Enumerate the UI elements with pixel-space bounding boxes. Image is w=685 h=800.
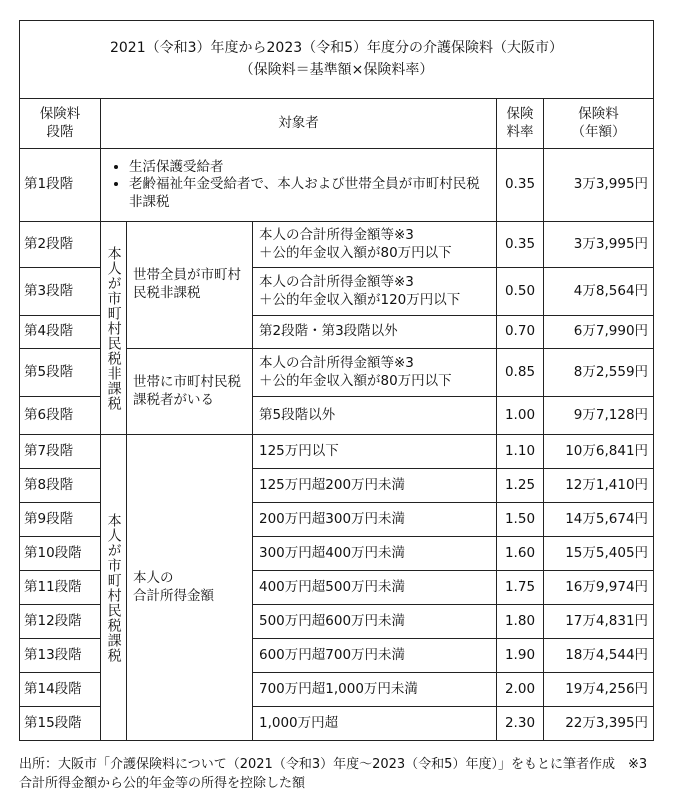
table-row xyxy=(20,149,654,222)
group-income-total: 本人の 合計所得金額 xyxy=(127,435,253,741)
stage-cell: 第1段階 xyxy=(20,149,101,222)
target-cell xyxy=(101,149,497,222)
title-line-2: （保険料＝基準額×保険料率） xyxy=(239,61,434,78)
fee-cell: 19万4,256円 xyxy=(544,673,654,707)
source-text: 出所：大阪市「介護保険料について（2021（令和3）年度〜2023（令和5）年度）」をもとに筆者作成 xyxy=(19,757,615,772)
group-household-exempt: 世帯全員が市町村民税非課税 xyxy=(127,222,253,349)
stage-cell: 第10段階 xyxy=(20,537,101,571)
bullet-item: • 老齢福祉年金受給者で、本人および世帯全員が市町村民税非課税 xyxy=(129,176,490,211)
stage-cell: 第4段階 xyxy=(20,316,101,349)
fee-cell: 16万9,974円 xyxy=(544,571,654,605)
title-line-1: 2021（令和3）年度から2023（令和5）年度分の介護保険料（大阪市） xyxy=(109,39,564,56)
rate-cell: 0.85 xyxy=(497,349,544,397)
fee-cell: 4万8,564円 xyxy=(544,268,654,316)
rate-cell: 1.25 xyxy=(497,469,544,503)
fee-cell: 8万2,559円 xyxy=(544,349,654,397)
fee-cell: 17万4,831円 xyxy=(544,605,654,639)
stage-cell: 第15段階 xyxy=(20,707,101,741)
rate-cell: 1.10 xyxy=(497,435,544,469)
condition-cell: 600万円超700万円未満 xyxy=(253,639,497,673)
stage-cell: 第3段階 xyxy=(20,268,101,316)
rate-cell: 1.80 xyxy=(497,605,544,639)
header-fee: 保険料 （年額） xyxy=(544,99,654,149)
stage-cell: 第11段階 xyxy=(20,571,101,605)
rate-cell: 0.50 xyxy=(497,268,544,316)
bullet-item: • 生活保護受給者 xyxy=(129,159,490,177)
condition-cell: 第5段階以外 xyxy=(253,397,497,435)
rate-cell: 2.00 xyxy=(497,673,544,707)
group-exempt-person: 本人が市町村民税非課税 xyxy=(101,222,127,435)
group-household-taxed: 世帯に市町村民税課税者がいる xyxy=(127,349,253,435)
condition-cell: 本人の合計所得金額等※3 ＋公的年金収入額が120万円以下 xyxy=(253,268,497,316)
source-note xyxy=(19,756,669,794)
fee-cell: 9万7,128円 xyxy=(544,397,654,435)
fee-cell: 6万7,990円 xyxy=(544,316,654,349)
rate-cell: 0.35 xyxy=(497,222,544,268)
condition-cell: 第2段階・第3段階以外 xyxy=(253,316,497,349)
header-rate: 保険 料率 xyxy=(497,99,544,149)
fee-cell: 15万5,405円 xyxy=(544,537,654,571)
header-target: 対象者 xyxy=(101,99,497,149)
fee-cell: 3万3,995円 xyxy=(544,149,654,222)
stage-cell: 第8段階 xyxy=(20,469,101,503)
condition-cell: 500万円超600万円未満 xyxy=(253,605,497,639)
rate-cell: 2.30 xyxy=(497,707,544,741)
group-taxed-person: 本人が市町村民税課税 xyxy=(101,435,127,741)
rate-cell: 1.90 xyxy=(497,639,544,673)
stage-cell: 第2段階 xyxy=(20,222,101,268)
fee-cell: 18万4,544円 xyxy=(544,639,654,673)
stage-cell: 第14段階 xyxy=(20,673,101,707)
condition-cell: 本人の合計所得金額等※3 ＋公的年金収入額が80万円以下 xyxy=(253,349,497,397)
table-title xyxy=(20,21,654,99)
rate-cell: 1.50 xyxy=(497,503,544,537)
condition-cell: 400万円超500万円未満 xyxy=(253,571,497,605)
footnote-text: ※3 合計所得金額から公的年金等の所得を控除した額 xyxy=(19,757,661,791)
fee-cell: 12万1,410円 xyxy=(544,469,654,503)
stage-cell: 第6段階 xyxy=(20,397,101,435)
fee-cell: 14万5,674円 xyxy=(544,503,654,537)
rate-cell: 0.35 xyxy=(497,149,544,222)
stage-cell: 第12段階 xyxy=(20,605,101,639)
rate-cell: 1.00 xyxy=(497,397,544,435)
condition-cell: 125万円以下 xyxy=(253,435,497,469)
header-stage: 保険料 段階 xyxy=(20,99,101,149)
stage-cell: 第9段階 xyxy=(20,503,101,537)
premium-table-container xyxy=(19,20,653,741)
premium-table xyxy=(19,20,654,741)
condition-cell: 300万円超400万円未満 xyxy=(253,537,497,571)
table-row xyxy=(20,222,654,268)
fee-cell: 10万6,841円 xyxy=(544,435,654,469)
table-row xyxy=(20,435,654,469)
stage-cell: 第5段階 xyxy=(20,349,101,397)
rate-cell: 0.70 xyxy=(497,316,544,349)
rate-cell: 1.60 xyxy=(497,537,544,571)
stage-cell: 第13段階 xyxy=(20,639,101,673)
rate-cell: 1.75 xyxy=(497,571,544,605)
stage-cell: 第7段階 xyxy=(20,435,101,469)
condition-cell: 1,000万円超 xyxy=(253,707,497,741)
condition-cell: 125万円超200万円未満 xyxy=(253,469,497,503)
condition-cell: 本人の合計所得金額等※3 ＋公的年金収入額が80万円以下 xyxy=(253,222,497,268)
condition-cell: 700万円超1,000万円未満 xyxy=(253,673,497,707)
condition-cell: 200万円超300万円未満 xyxy=(253,503,497,537)
fee-cell: 22万3,395円 xyxy=(544,707,654,741)
fee-cell: 3万3,995円 xyxy=(544,222,654,268)
